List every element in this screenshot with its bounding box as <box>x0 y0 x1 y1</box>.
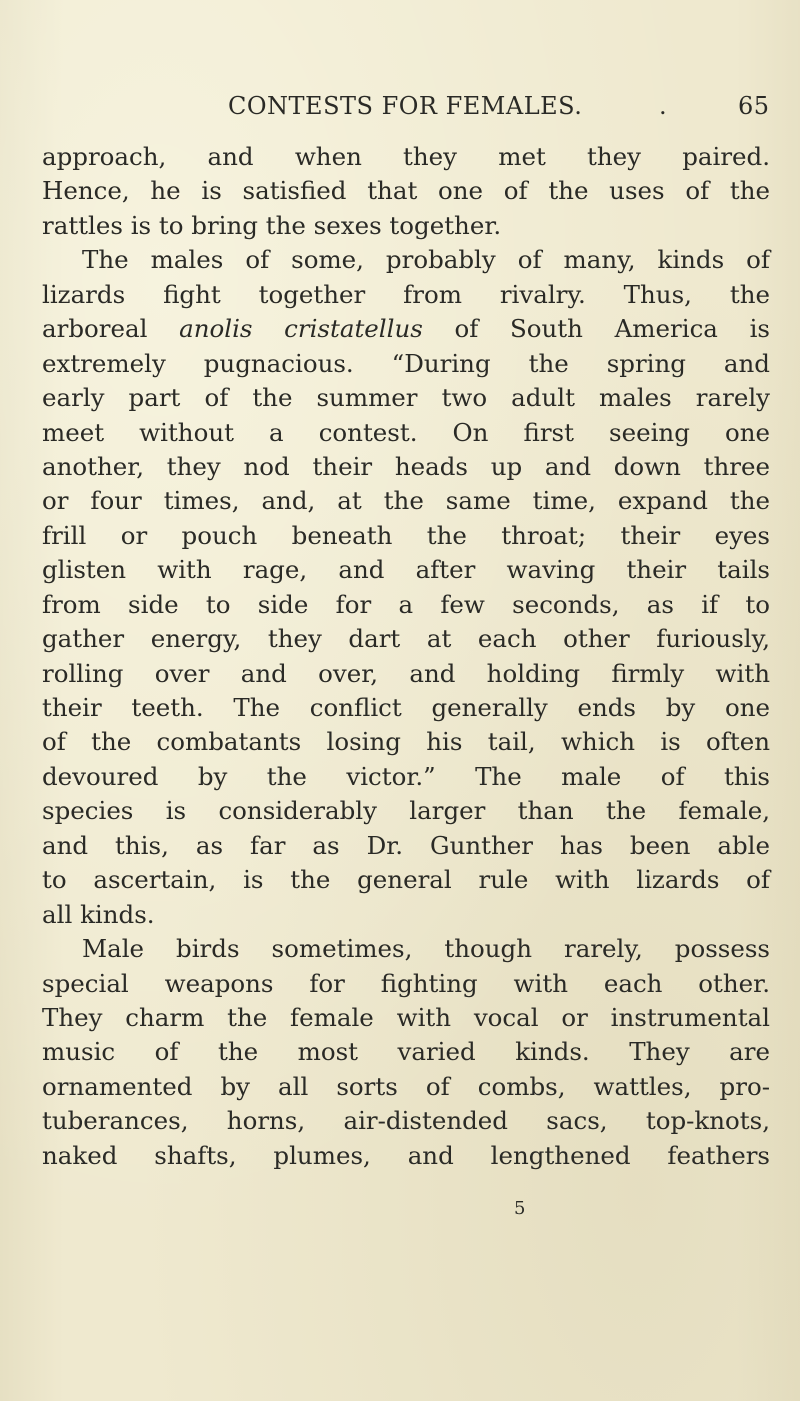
text-line: glisten with rage, and after waving their tails <box>42 555 770 585</box>
text-segment: of South America is <box>422 314 770 344</box>
text-line: approach, and when they met they paired. <box>42 142 770 171</box>
text-segment: arboreal <box>42 314 180 344</box>
signature-mark: 5 <box>514 1198 526 1219</box>
text-line: to ascertain, is the general rule with lizards of <box>42 865 770 895</box>
text-line: tuberances, horns, air-distended sacs, top-knots, <box>42 1106 770 1136</box>
text-line: naked shafts, plumes, and lengthened feathers <box>42 1140 770 1170</box>
body-text <box>42 140 770 1173</box>
text-line: The males of some, probably of many, kinds of <box>82 245 770 275</box>
text-line: meet without a contest. On first seeing one <box>42 417 770 447</box>
text-line: gather energy, they dart at each other furiously, <box>42 624 770 654</box>
text-line: and this, as far as Dr. Gunther has been able <box>42 830 770 860</box>
species-name: anolis cristatellus <box>179 314 423 344</box>
text-line: Male birds sometimes, though rarely, possess <box>82 934 770 964</box>
page-number: 65 <box>738 92 770 120</box>
running-head <box>228 92 768 126</box>
text-line: or four times, and, at the same time, expand the <box>42 486 770 516</box>
text-line: of the combatants losing his tail, which is often <box>42 727 770 757</box>
text-line: another, they nod their heads up and down three <box>42 451 770 481</box>
text-line: Hence, he is satisfied that one of the uses of the <box>42 176 770 206</box>
text-line: their teeth. The conflict generally ends by one <box>42 693 770 722</box>
text-line: lizards fight together from rivalry. Thus, the <box>42 279 770 309</box>
text-line: rolling over and over, and holding firmly with <box>42 658 770 688</box>
text-line: species is considerably larger than the female, <box>42 796 770 826</box>
text-line: early part of the summer two adult males rarely <box>42 383 770 413</box>
text-line: all kinds. <box>42 899 155 929</box>
text-line: devoured by the victor.” The male of this <box>42 761 770 791</box>
text-line: frill or pouch beneath the throat; their eyes <box>42 520 770 550</box>
text-line: rattles is to bring the sexes together. <box>42 210 502 240</box>
text-line: ornamented by all sorts of combs, wattles, pro- <box>42 1071 770 1101</box>
text-line: from side to side for a few seconds, as if to <box>42 589 770 619</box>
text-line: music of the most varied kinds. They are <box>42 1037 770 1067</box>
text-line <box>42 312 770 346</box>
text-line: special weapons for fighting with each other. <box>42 968 770 998</box>
running-head-title: CONTESTS FOR FEMALES. <box>228 92 583 120</box>
running-head-dot: . <box>659 92 668 120</box>
text-line: They charm the female with vocal or instrumental <box>42 1002 770 1032</box>
text-line: extremely pugnacious. “During the spring and <box>42 348 770 378</box>
